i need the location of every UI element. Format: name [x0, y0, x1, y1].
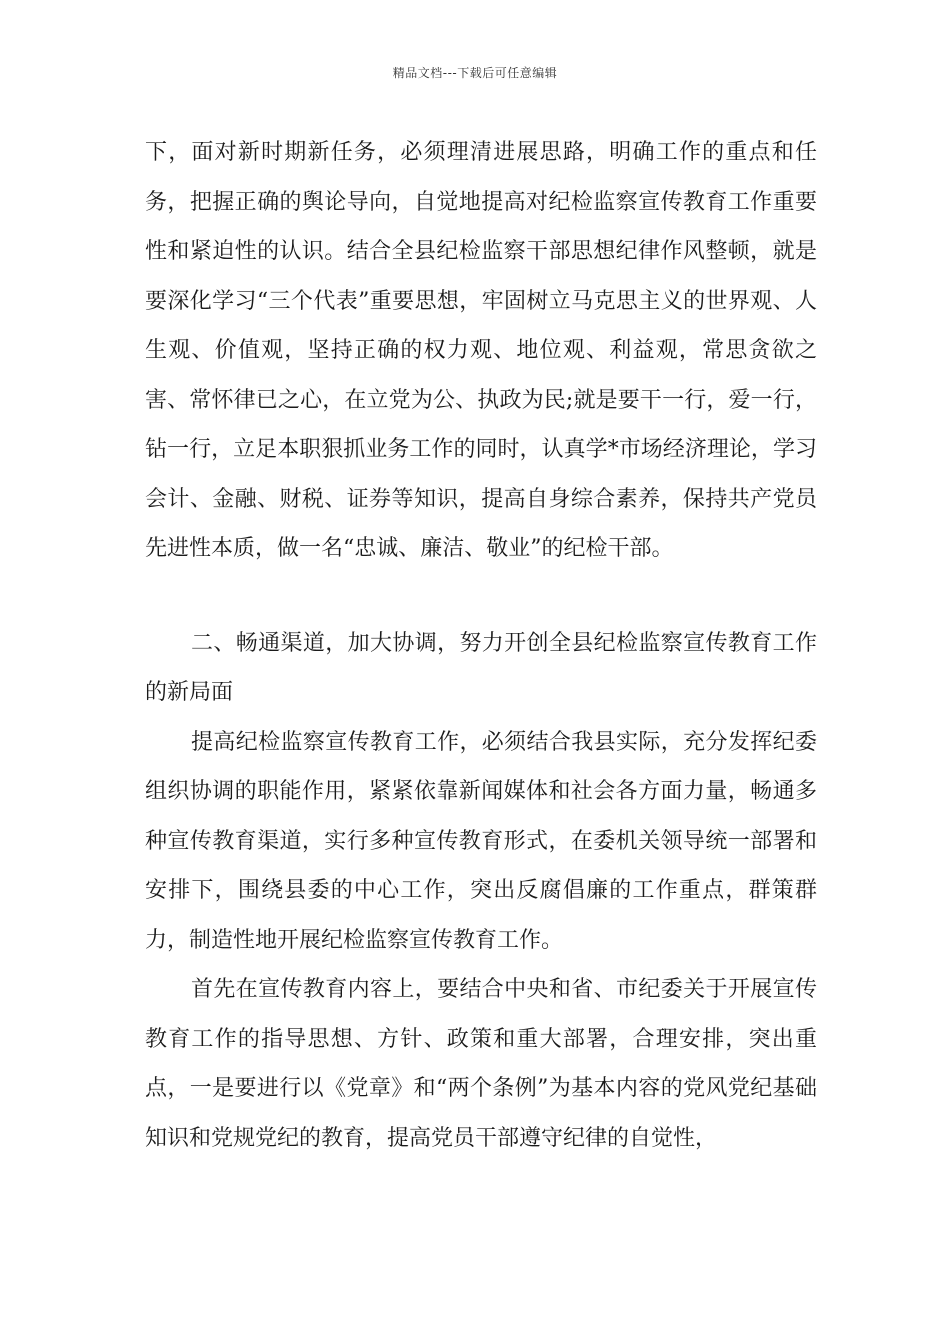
document-body — [145, 128, 817, 1163]
paragraph-spacer — [145, 574, 817, 619]
paragraph-continuation: 下，面对新时期新任务，必须理清进展思路，明确工作的重点和任务，把握正确的舆论导向，自觉地提高对纪检监察宣传教育工作重要性和紧迫性的认识。结合全县纪检监察干部思想纪律作风整顿，就是要深化学习“三个代表”重要思想，牢固树立马克思主义的世界观、人生观、价值观，坚持正确的权力观、地位观、利益观，常思贪欲之害、常怀律已之心，在立党为公、执政为民;就是要干一行，爱一行，钻一行，立足本职狠抓业务工作的同时，认真学*市场经济理论，学习会计、金融、财税、证券等知识，提高自身综合素养，保持共产党员先进性本质，做一名“忠诚、廉洁、敬业”的纪检干部。 — [145, 140, 817, 561]
paragraph-body: 提高纪检监察宣传教育工作，必须结合我县实际，充分发挥纪委组织协调的职能作用，紧紧依靠新闻媒体和社会各方面力量，畅通多种宣传教育渠道，实行多种宣传教育形式，在委机关领导统一部署和安排下，围绕县委的中心工作，突出反腐倡廉的工作重点，群策群力，制造性地开展纪检监察宣传教育工作。 — [145, 729, 817, 953]
paragraph-body: 首先在宣传教育内容上，要结合中央和省、市纪委关于开展宣传教育工作的指导思想、方针、政策和重大部署，合理安排，突出重点，一是要进行以《党章》和“两个条例”为基本内容的党风党纪基础知识和党规党纪的教育，提高党员干部遵守纪律的自觉性， — [145, 977, 817, 1151]
section-heading: 二、畅通渠道，加大协调，努力开创全县纪检监察宣传教育工作的新局面 — [145, 630, 817, 705]
page-header: 精品文档---下载后可任意编辑 — [392, 66, 558, 80]
